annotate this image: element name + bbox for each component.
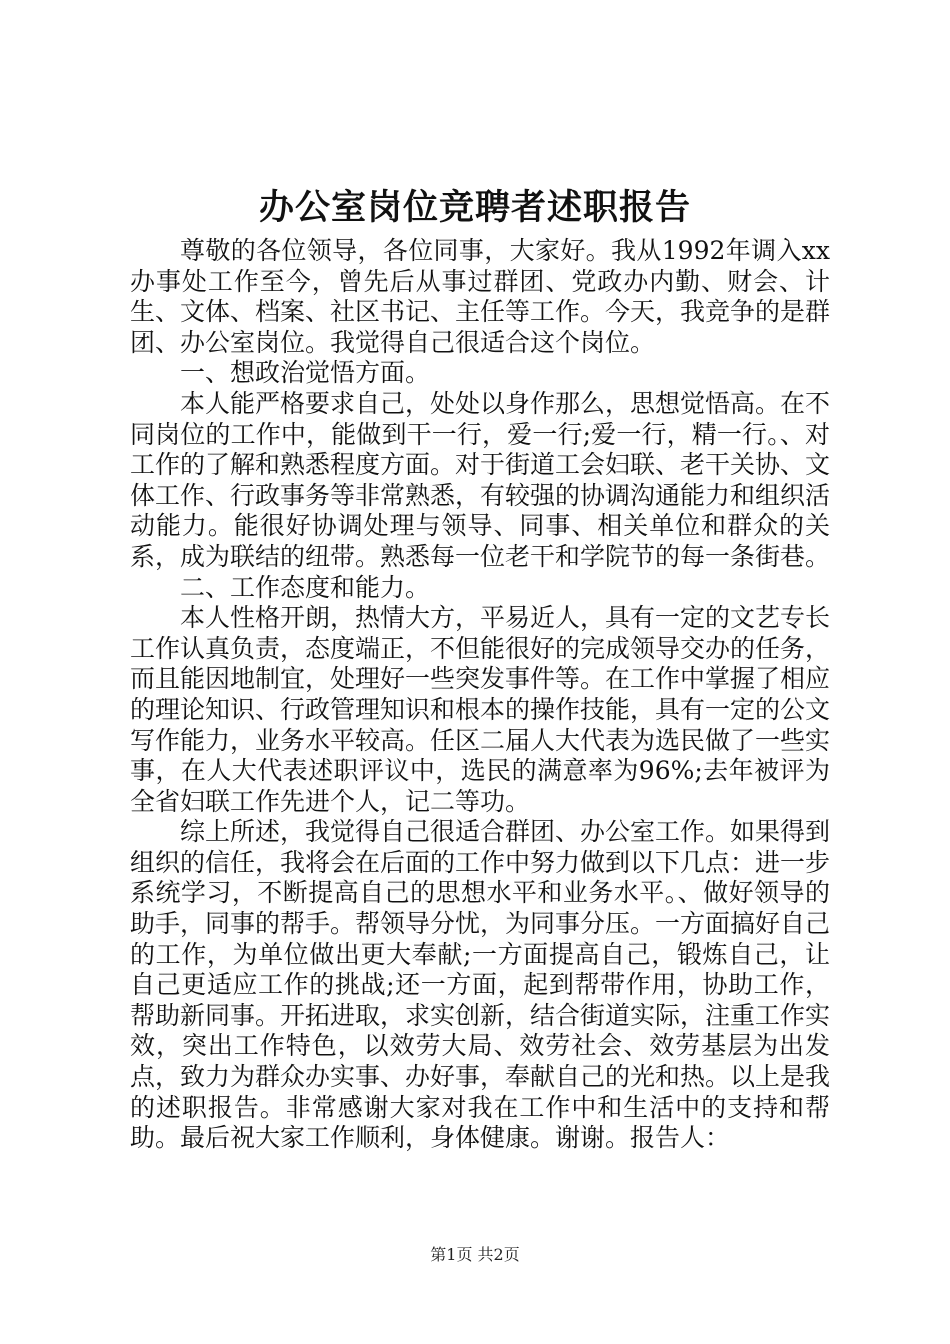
page-number-footer: 第1页 共2页 [430, 1245, 520, 1264]
section-heading-political-awareness: 一、想政治觉悟方面。 [180, 358, 431, 388]
paragraph-conclusion: 综上所述，我觉得自己很适合群团、办公室工作。如果得到组织的信任，我将会在后面的工作中努力做到以下几点：进一步系统学习，不断提高自己的思想水平和业务水平。、做好领导的助手，同事的帮手。帮领导分忧，为同事分压。一方面搞好自己的工作，为单位做出更大奉献;一方面提高自己，锻炼自己，让自己更适应工作的挑战;还一方面，起到帮带作用，协助工作，帮助新同事。开拓进取，求实创新，结合街道实际，注重工作实效，突出工作特色，以效劳大局、效劳社会、效劳基层为出发点，致力为群众办实事、办好事，奉献自己的光和热。以上是我的述职报告。非常感谢大家对我在工作中和生活中的支持和帮助。最后祝大家工作顺利，身体健康。谢谢。报告人： [130, 817, 831, 1153]
document-body [130, 236, 830, 1154]
paragraph-work-attitude: 本人性格开朗，热情大方，平易近人，具有一定的文艺专长工作认真负责，态度端正，不但能很好的完成领导交办的任务，而且能因地制宜，处理好一些突发事件等。在工作中掌握了相应的理论知识、行政管理知识和根本的操作技能，具有一定的公文写作能力，业务水平较高。任区二届人大代表为选民做了一些实事，在人大代表述职评议中，选民的满意率为96%;去年被评为全省妇联工作先进个人，记二等功。 [130, 603, 831, 816]
document-title: 办公室岗位竞聘者述职报告 [258, 187, 691, 228]
paragraph-greeting: 尊敬的各位领导，各位同事，大家好。我从1992年调入xx办事处工作至今，曾先后从事过群团、党政办内勤、财会、计生、文体、档案、社区书记、主任等工作。今天，我竞争的是群团、办公室岗位。我觉得自己很适合这个岗位。 [130, 236, 831, 357]
section-heading-work-attitude: 二、工作态度和能力。 [180, 572, 431, 602]
paragraph-political-awareness: 本人能严格要求自己，处处以身作那么，思想觉悟高。在不同岗位的工作中，能做到干一行，爱一行;爱一行，精一行。、对工作的了解和熟悉程度方面。对于街道工会妇联、老干关协、文体工作、行政事务等非常熟悉，有较强的协调沟通能力和组织活动能力。能很好协调处理与领导、同事、相关单位和群众的关系，成为联结的纽带。熟悉每一位老干和学院节的每一条街巷。 [130, 388, 831, 571]
